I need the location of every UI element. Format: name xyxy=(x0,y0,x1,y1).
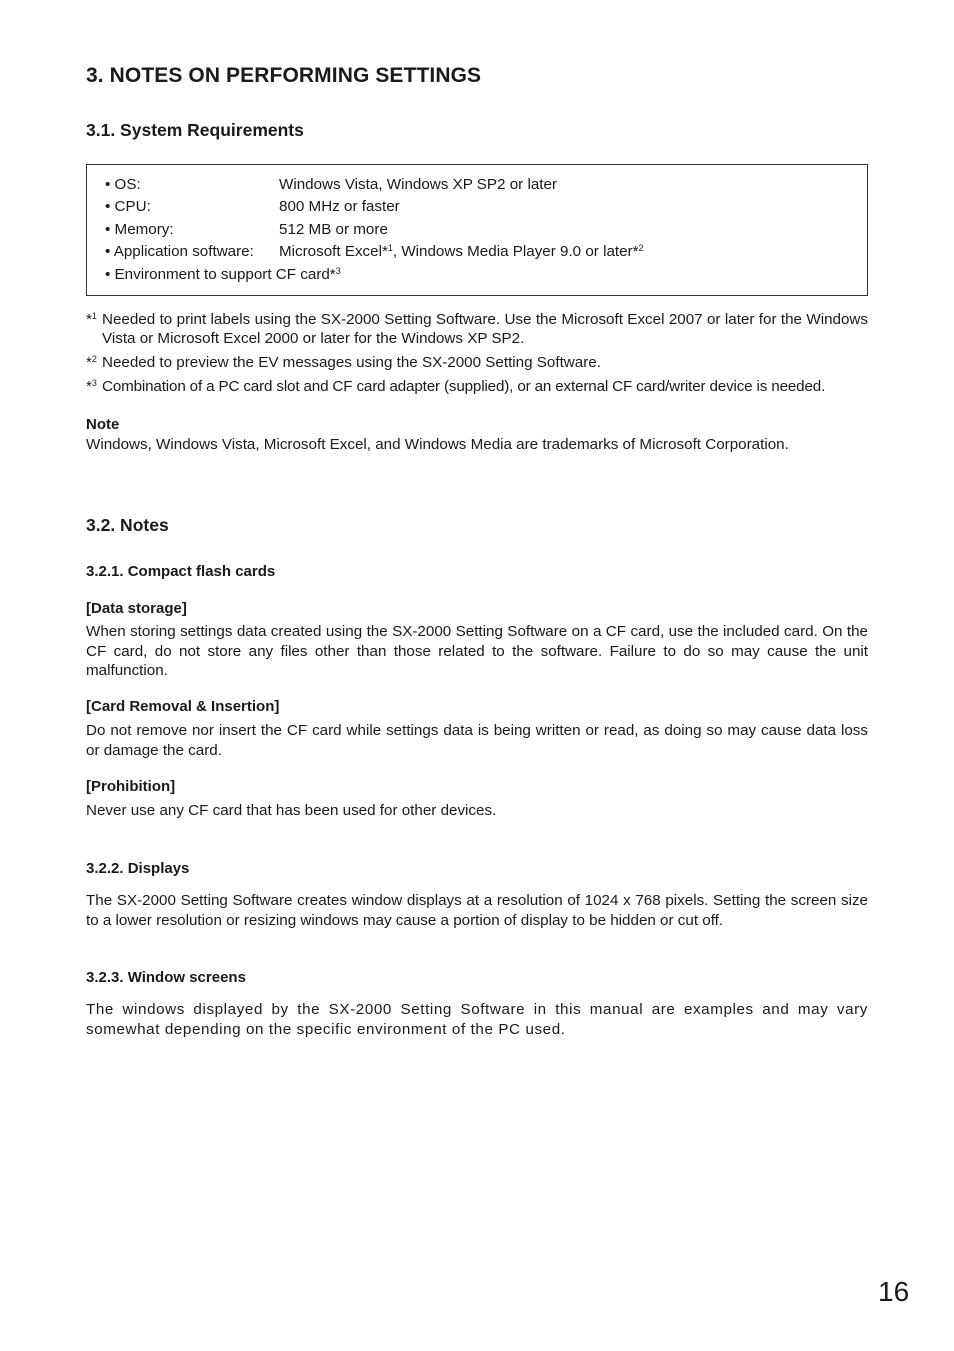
requirements-box xyxy=(86,164,868,296)
system-requirements-title: 3.1. System Requirements xyxy=(86,120,304,140)
prohibition-title: [Prohibition] xyxy=(86,778,176,795)
notes-title: 3.2. Notes xyxy=(86,515,169,535)
requirement-value: Windows Vista, Windows XP SP2 or later xyxy=(279,176,557,193)
window-screens-title: 3.2.3. Window screens xyxy=(86,969,246,986)
requirement-value: 800 MHz or faster xyxy=(279,198,400,215)
requirement-key: • CPU: xyxy=(105,198,151,215)
footnote-mark: *$^3$ xyxy=(86,378,97,395)
footnote-ref: 2 xyxy=(638,243,644,253)
page-number: 16 xyxy=(878,1276,910,1307)
card-removal-text: Do not remove nor insert the CF card while settings data is being written or read, as doing so may cause data loss or damage the card. xyxy=(86,722,868,759)
footnote-ref: 1 xyxy=(387,243,393,253)
displays-title: 3.2.2. Displays xyxy=(86,860,190,877)
data-storage-text: When storing settings data created using the SX-2000 Setting Software on a CF card, use the included card. On the CF card, do not store any files other than those related to the software. Failure to do so may cause the unit malfunction. xyxy=(86,623,868,679)
displays-text: The SX-2000 Setting Software creates window displays at a resolution of 1024 x 768 pixels. Setting the screen size to a lower resolution or resizing windows may cause a portion of display to be hidden or cut off. xyxy=(86,892,868,929)
footnote-text: Needed to print labels using the SX-2000 Setting Software. Use the Microsoft Excel 2007 or later for the Windows Vista or Microsoft Excel 2000 or later for the Windows XP SP2. xyxy=(102,311,868,347)
prohibition-text: Never use any CF card that has been used for other devices. xyxy=(86,802,497,819)
footnote-mark: *$^2$ xyxy=(86,354,97,371)
requirement-value: Microsoft Excel* xyxy=(279,243,388,260)
requirement-key: • Application software: xyxy=(105,243,254,260)
note-text: Windows, Windows Vista, Microsoft Excel, and Windows Media are trademarks of Microsoft Corporation. xyxy=(86,436,789,453)
footnote-ref: 3 xyxy=(335,266,341,276)
data-storage-title: [Data storage] xyxy=(86,600,187,617)
requirement-row-os xyxy=(105,176,557,193)
requirement-row-environment xyxy=(105,266,341,283)
footnote-text: Needed to preview the EV messages using the SX-2000 Setting Software. xyxy=(102,354,601,371)
requirement-value-cont: , Windows Media Player 9.0 or later* xyxy=(392,243,639,260)
requirement-key: • OS: xyxy=(105,176,141,193)
footnote-3 xyxy=(86,377,868,396)
card-removal-title: [Card Removal & Insertion] xyxy=(86,698,280,715)
window-screens-text: The windows displayed by the SX-2000 Setting Software in this manual are examples and may vary somewhat depending on the specific environment of the PC used. xyxy=(86,1001,868,1038)
footnote-mark: *$^1$ xyxy=(86,311,97,328)
requirement-row-application xyxy=(105,243,644,260)
footnote-text: Combination of a PC card slot and CF card adapter (supplied), or an external CF card/writer device is needed. xyxy=(102,378,826,395)
requirement-row-memory xyxy=(105,221,388,238)
note-title: Note xyxy=(86,416,120,433)
requirement-row-cpu xyxy=(105,198,400,215)
compact-flash-title: 3.2.1. Compact flash cards xyxy=(86,563,276,580)
footnote-1 xyxy=(86,310,868,348)
requirement-key: • Memory: xyxy=(105,221,174,238)
footnote-2 xyxy=(86,353,868,372)
requirement-text: • Environment to support CF card* xyxy=(105,266,336,283)
requirement-value: 512 MB or more xyxy=(279,221,388,238)
section-heading: 3. NOTES ON PERFORMING SETTINGS xyxy=(86,64,482,87)
